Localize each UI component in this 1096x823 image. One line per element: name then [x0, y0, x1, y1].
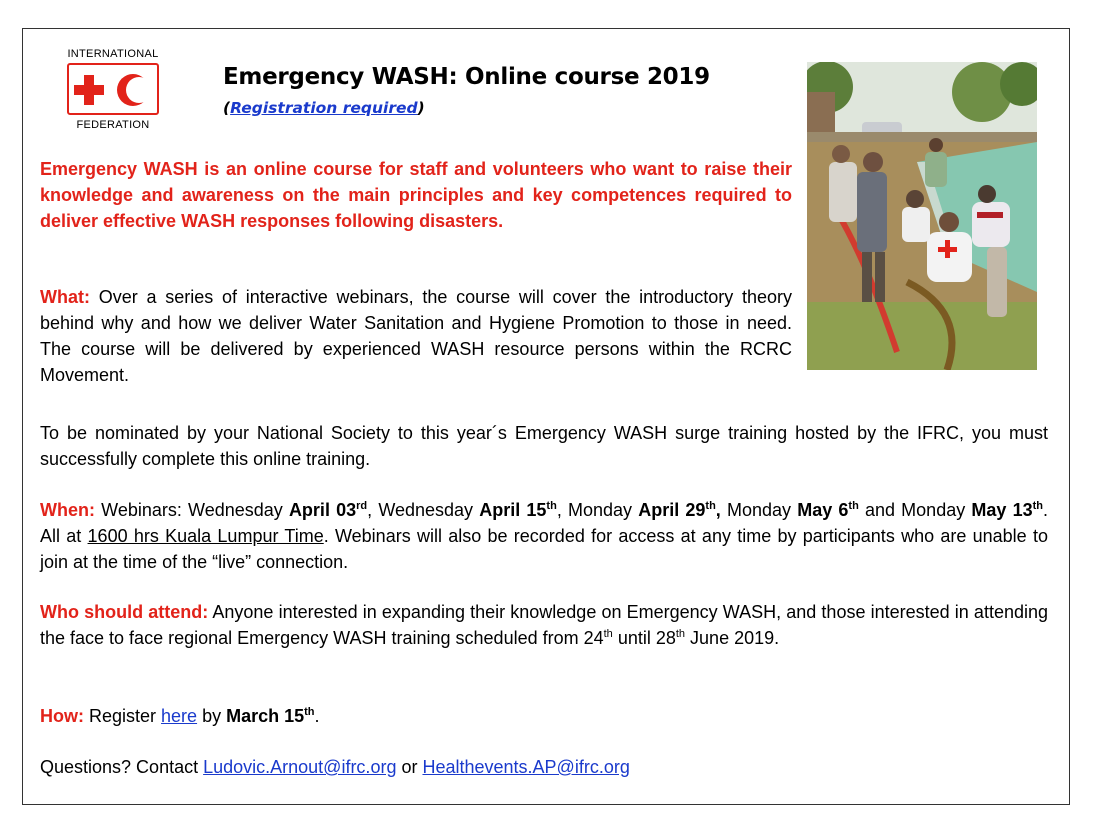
red-cross-crescent-icon — [69, 65, 157, 113]
intro-paragraph: Emergency WASH is an online course for staff and volunteers who want to raise their knowledge and awareness on the main principles and key competences required to deliver effective WASH responses following disasters. — [40, 159, 792, 231]
ifrc-logo — [58, 48, 168, 144]
what-paragraph: What: Over a series of interactive webinars, the course will cover the introductory theory behind why and how we deliver Water Sanitation and Hygiene Promotion to those in need. The course will be delivered by experienced WASH resource persons within the RCRC Movement. — [40, 287, 792, 385]
register-here-link[interactable]: here — [161, 706, 198, 726]
questions-paragraph: Questions? Contact Ludovic.Arnout@ifrc.org or Healthevents.AP@ifrc.org — [40, 757, 630, 777]
what-label: What: — [40, 287, 90, 307]
how-label: How: — [40, 706, 84, 726]
when-paragraph: When: Webinars: Wednesday April 03rd, Wednesday April 15th, Monday April 29th, Monday May 6th and Monday May 13th. All at 1600 hrs Kuala Lumpur Time. Webinars will also be recorded for access at any time by participants who are unable to join at the time of the “live” connection. — [40, 500, 1049, 572]
webinar-time: 1600 hrs Kuala Lumpur Time — [87, 526, 324, 546]
wash-training-photo — [807, 62, 1037, 370]
logo-bottom-text: FEDERATION — [76, 119, 150, 131]
email-link-ludovic[interactable]: Ludovic.Arnout@ifrc.org — [203, 757, 397, 777]
page-title: Emergency WASH: Online course 2019 — [223, 64, 710, 90]
nomination-paragraph: To be nominated by your National Society to this year´s Emergency WASH surge training hosted by the IFRC, you must successfully complete this online training. — [40, 423, 1048, 469]
who-paragraph: Who should attend: Anyone interested in expanding their knowledge on Emergency WASH, and those interested in attending the face to face regional Emergency WASH training scheduled from 24th until 28th June 2019. — [40, 602, 1048, 648]
cross-crescent-emblem — [67, 63, 159, 115]
registration-note: (Registration required) — [223, 99, 425, 117]
who-label: Who should attend: — [40, 602, 209, 622]
when-label: When: — [40, 500, 95, 520]
how-paragraph: How: Register here by March 15th. — [40, 706, 320, 726]
logo-top-text: INTERNATIONAL — [67, 48, 159, 60]
email-link-healthevents[interactable]: Healthevents.AP@ifrc.org — [422, 757, 630, 777]
registration-link[interactable]: Registration required — [230, 99, 418, 117]
